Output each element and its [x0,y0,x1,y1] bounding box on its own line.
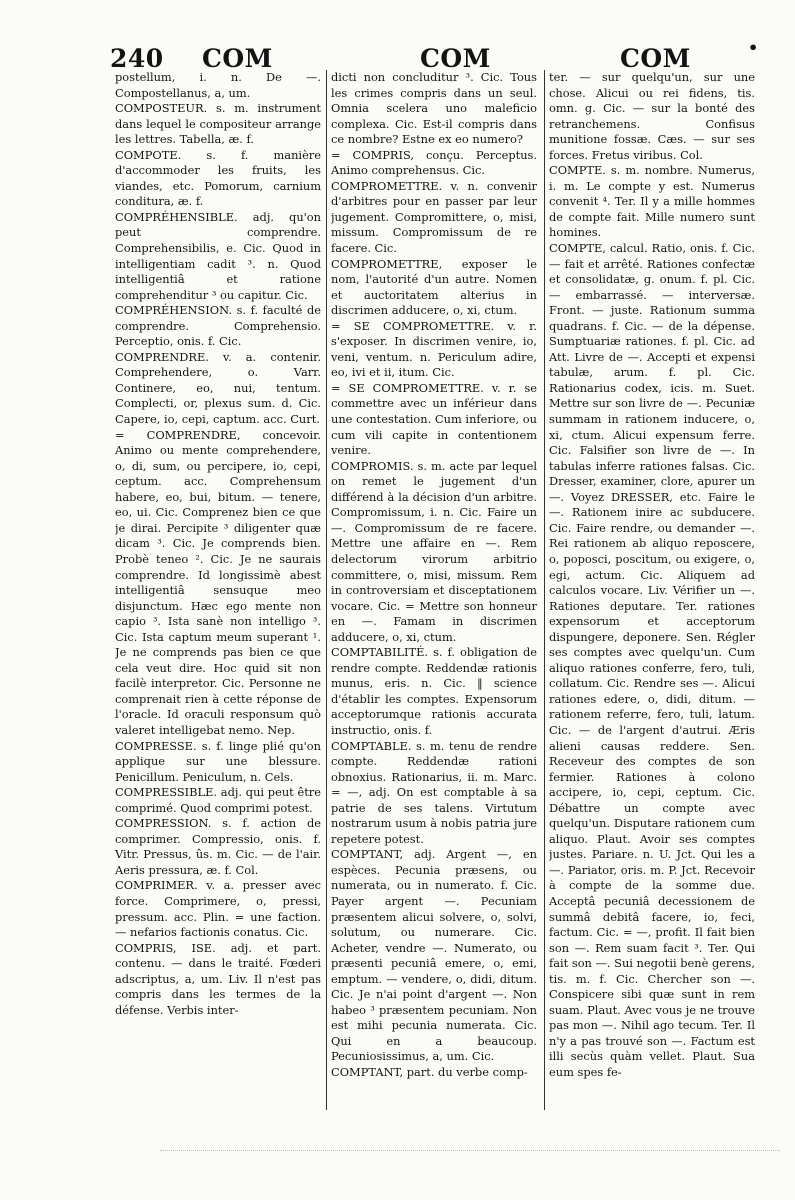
page-bottom-edge [160,1150,780,1157]
entry-comptant: COMPTANT, adj. Argent —, en espèces. Pecunia præsens, ou numerata, ou in numerato. f. Cic. Payer argent —. Pecuniam præsentem alicui solvere, o, solvi, solutum, ou numerare. Cic. Acheter, vendre —. Numerato, ou præsenti pecuniâ emere, o, emi, emptum. — vendere, o, didi, ditum. Cic. Je n'ai point d'argent —. Non habeo ³ præsentem pecuniam. Non est mihi pecunia numerata. Cic. Qui en a beaucoup. Pecuniosissimus, a, um. Cic. [331,847,537,1064]
entry-compote: COMPOTE. s. f. manière d'accommoder les fruits, les viandes, etc. Pomorum, carnium conditura, æ. f. [115,147,321,209]
entry-compromettre: COMPROMETTRE. v. n. convenir d'arbitres pour en passer par leur jugement. Compromittere, o, misi, missum. Compromissum de re facere. Cic. [331,178,537,256]
entry-se-compromettre-2: = SE COMPROMETTRE. v. r. se commettre avec un inférieur dans une contestation. Cum inferiore, ou cum vili capite in contentionem venire. [331,380,537,458]
column-rule-1 [326,70,327,1110]
running-head-right: COM [620,44,691,73]
printer-mark: • [748,38,759,57]
entry-comptant-part: COMPTANT, part. du verbe comp- [331,1065,528,1079]
column-left [115,70,321,1115]
entry-compression: COMPRESSION. s. f. action de comprimer. Compressio, onis. f. Vitr. Pressus, ûs. m. Cic. — de l'air. Aeris pressura, æ. f. Col. [115,816,321,877]
entry-compromis: COMPROMIS. s. m. acte par lequel on remet le jugement d'un différend à la décision d'un arbitre. Compromissum, i. n. Cic. Faire un —. Compromissum de re facere. Mettre une affaire en —. Rem delectorum virorum arbitrio committere, o, misi, missum. Rem in controversiam et disceptationem vocare. Cic. = Mettre son honneur en —. Famam in discrimen adducere, o, xi, ctum. [331,458,537,644]
entry-compromettre-exposer: COMPROMETTRE, exposer le nom, l'autorité d'un autre. Nomen et auctoritatem alterius in discrimen adducere, o, xi, ctum. [331,256,537,318]
entry-compresse: COMPRESSE. s. f. linge plié qu'on applique sur une blessure. Penicillum. Peniculum, n. Cels. [115,738,321,784]
entry-comprendre: COMPRENDRE. v. a. contenir. Comprehendere, o. Varr. Continere, eo, nui, tentum. Complecti, or, plexus sum. d. Cic. Capere, io, cepi, captum. acc. Curt. [115,349,321,427]
entry-text: postellum, i. n. De —. Compostellanus, a, um. [115,70,321,100]
entry-comprimer: COMPRIMER. v. a. presser avec force. Comprimere, o, pressi, pressum. acc. Plin. = une faction. — nefarios factionis conatus. Cic. [115,878,321,940]
column-middle [331,70,537,1115]
column-right [549,70,755,1115]
entry-comprehension: COMPRÉHENSION. s. f. faculté de comprendre. Comprehensio. Perceptio, onis. f. Cic. [115,303,321,349]
entry-comprendre-concevoir: = COMPRENDRE, concevoir. Animo ou mente comprehendere, o, di, sum, ou percipere, io, cepi, ceptum. acc. Comprehensum habere, eo, bui, bitum. — tenere, eo, ui. Cic. Comprenez bien ce que je dirai. Percipite ³ diligenter quæ dicam ³. Cic. Je comprends bien. Probè teneo ². Cic. Je ne saurais comprendre. Id longissimè abest intelligentiâ sensuque meo disjunctum. Hæc ego mente non capio ³. Ista sanè non intelligo ³. Cic. Ista captum meum superant ¹. Je ne comprends pas bien ce que cela veut dire. Hoc quid sit non facilè interpretor. Cic. Personne ne comprenait rien à cette réponse de l'oracle. Id oraculi responsum quò valeret intelligebat nemo. Nep. [115,427,321,737]
entry-se-compromettre: = SE COMPROMETTRE. v. r. s'exposer. In discrimen venire, io, veni, ventum. n. Periculum adire, eo, ivi et ii, itum. Cic. [331,318,537,380]
entry-compris-concu: = COMPRIS, conçu. Perceptus. Animo comprehensus. Cic. [331,147,537,178]
entry-comptable: COMPTABLE. s. m. tenu de rendre compte. Reddendæ rationi obnoxius. Rationarius, ii. m. Marc. = —, adj. On est comptable à sa patrie de ses talens. Virtutum nostrarum usum à nobis patria jure repetere potest. [331,738,537,846]
entry-compris: COMPRIS, ISE. adj. et part. contenu. — dans le traité. Fœderi adscriptus, a, um. Liv. Il n'est pas compris dans les termes de la défense. Verbis inter- [115,940,321,1017]
entry-comptabilite: COMPTABILITÉ. s. f. obligation de rendre compte. Reddendæ rationis munus, eris. n. Cic. ‖ science d'établir les comptes. Expensorum acceptorumque rationis accurata instructio, onis. f. [331,645,537,737]
entry-comprehensible: COMPRÉHENSIBLE. adj. qu'on peut comprendre. Comprehensibilis, e. Cic. Quod in intelligentiam cadit ³. n. Quod intelligentiâ et ratione comprehenditur ³ ou capitur. Cic. [115,209,321,302]
entry-text: ter. — sur quelqu'un, sur une chose. Alicui ou rei fidens, tis. omn. g. Cic. — sur la bonté des retranchemens. Confisus munitione fossæ. Cæs. — sur ses forces. Fretus viribus. Col. [549,70,755,162]
entry-text: dicti non concluditur ³. Cic. Tous les crimes compris dans un seul. Omnia scelera uno maleficio complexa. Cic. Est-il compris dans ce nombre? Estne ex eo numero? [331,70,537,147]
entry-compte-nombre: COMPTE. s. m. nombre. Numerus, i. m. Le compte y est. Numerus convenit ⁴. Ter. Il y a mille hommes de compte fait. Mille numero sunt homines. [549,163,755,240]
running-head-center: COM [420,44,491,73]
entry-composteur: COMPOSTEUR. s. m. instrument dans lequel le compositeur arrange les lettres. Tabella, æ. f. [115,101,321,147]
entry-compressible: COMPRESSIBLE. adj. qui peut être comprimé. Quod comprimi potest. [115,785,321,815]
entry-compte-calcul: COMPTE, calcul. Ratio, onis. f. Cic. — fait et arrêté. Rationes confectæ et consolidatæ, g. onum. f. pl. Cic. — embarrassé. — interversæ. Front. — juste. Rationum summa quadrans. f. Cic. — de la dépense. Sumptuariæ rationes. f. pl. Cic. ad Att. Livre de —. Accepti et expensi tabulæ, arum. f. pl. Cic. Rationarius codex, icis. m. Suet. Mettre sur son livre de —. Pecuniæ summam in rationem inducere, o, xi, ctum. Alicui expensum ferre. Cic. Falsifier son livre de —. In tabulas inferre rationes falsas. Cic. Dresser, examiner, clore, apurer un —. Voyez DRESSER, etc. Faire le —. Rationem inire ac subducere. Cic. Faire rendre, ou demander —. Rei rationem ab aliquo reposcere, o, poposci, poscitum, ou exigere, o, egi, actum. Cic. Aliquem ad calculos vocare. Liv. Vérifier un —. Rationes deputare. Ter. rationes expensorum et acceptorum dispungere, deponere. Sen. Régler ses comptes avec quelqu'un. Cum aliquo rationes conferre, fero, tuli, collatum. Cic. Rendre ses —. Alicui rationes edere, o, didi, ditum. — rationem referre, fero, tuli, latum. Cic. — de l'argent d'autrui. Æris alieni causas reddere. Sen. Receveur des comptes de son fermier. Rationes à colono accipere, io, cepi, ceptum. Cic. Débattre un compte avec quelqu'un. Disputare rationem cum aliquo. Plaut. Avoir ses comptes justes. Pariare. n. U. Jct. Qui les a —. Pariator, oris. m. P. Jct. Recevoir à compte de la somme due. Acceptâ pecuniâ decessionem de summâ debitâ facere, io, feci, factum. Cic. = —, profit. Il fait bien son —. Rem suam facit ³. Ter. Qui fait son —. Sui negotii benè gerens, tis. m. f. Cic. Chercher son —. Conspicere sibi quæ sunt in rem suam. Plaut. Avec vous je ne trouve pas mon —. Nihil ago tecum. Ter. Il n'y a pas trouvé son —. Factum est illi secùs quàm vellet. Plaut. Sua eum spes fe- [549,241,755,1079]
running-head-left: COM [202,44,273,73]
page-number: 240 [110,44,164,73]
column-rule-2 [544,70,545,1110]
